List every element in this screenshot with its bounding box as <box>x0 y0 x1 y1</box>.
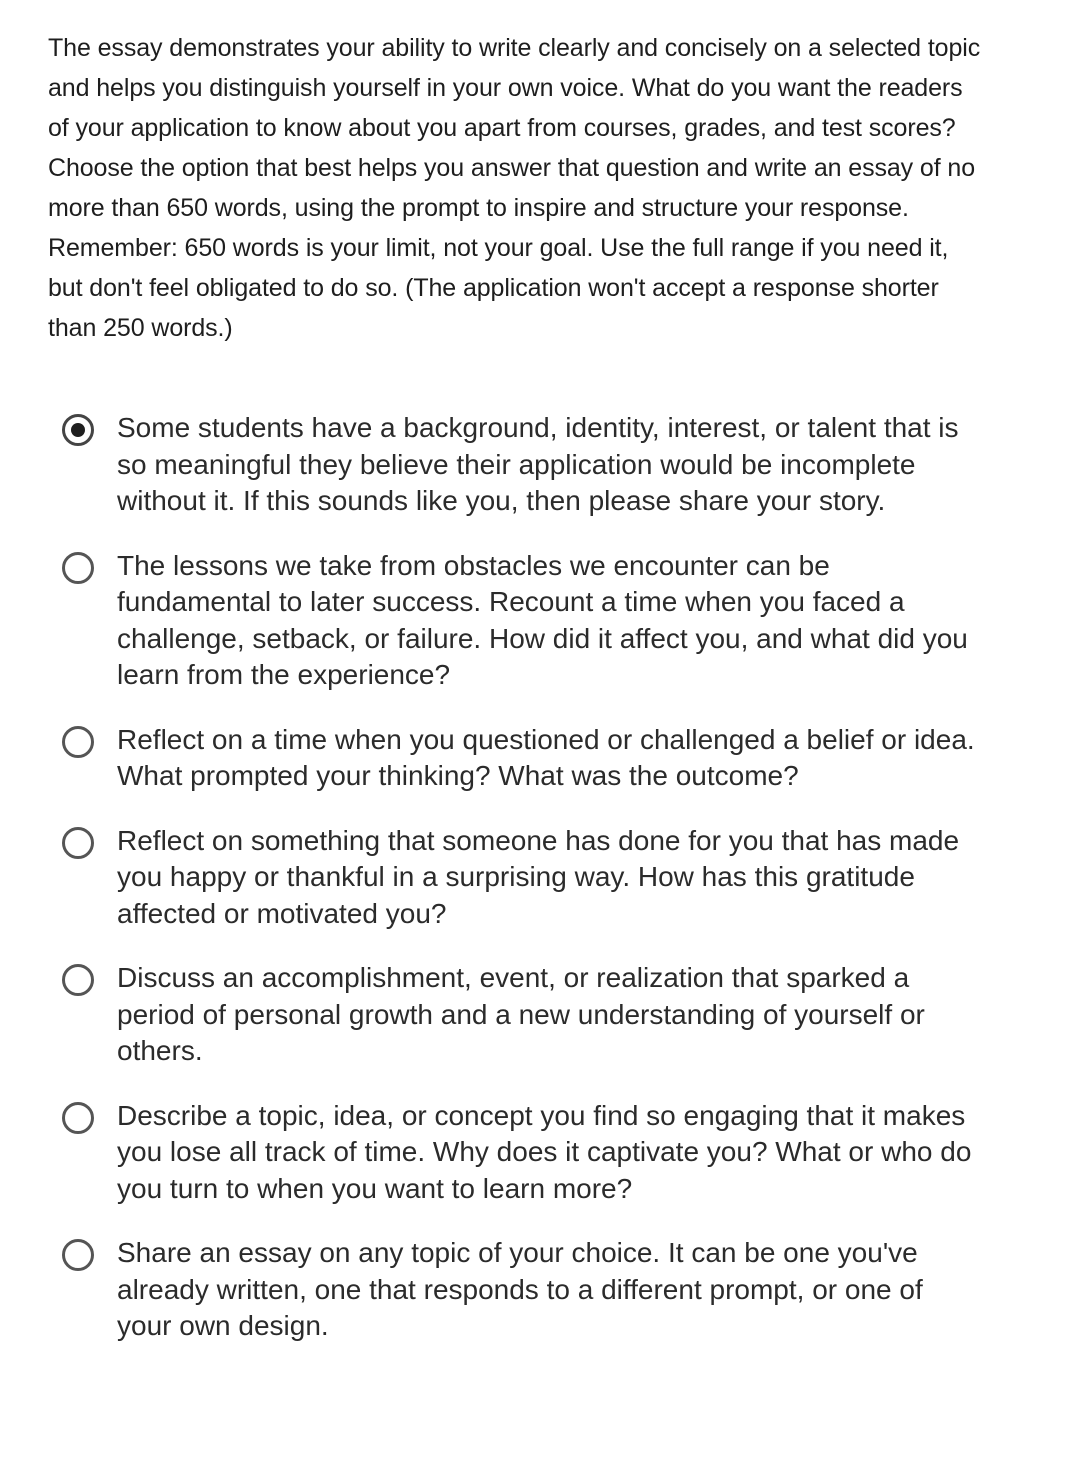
radio-button-icon[interactable] <box>62 726 94 758</box>
prompt-option-4[interactable] <box>62 823 1002 933</box>
prompt-option-label: Discuss an accomplishment, event, or realization that sparked a period of personal growth and a new understanding of yourself or others. <box>117 962 925 1066</box>
radio-button-icon[interactable] <box>62 1102 94 1134</box>
radio-button-selected-icon[interactable] <box>62 414 94 446</box>
radio-button-icon[interactable] <box>62 964 94 996</box>
prompt-option-label: The lessons we take from obstacles we encounter can be fundamental to later success. Recount a time when you faced a challenge, setback, or failure. How did it affect you, and what did you learn from the experience? <box>117 549 968 690</box>
essay-instructions: The essay demonstrates your ability to write clearly and concisely on a selected topic and helps you distinguish yourself in your own voice. What do you want the readers of your application to know about you apart from courses, grades, and test scores? Choose the option that best helps you answer that question and write an essay of no more than 650 words, using the prompt to inspire and structure your response. Remember: 650 words is your limit, not your goal. Use the full range if you need it, but don't feel obligated to do so. (The application won't accept a response shorter than 250 words.) <box>48 34 981 342</box>
prompt-option-label: Some students have a background, identity, interest, or talent that is so meaningful they believe their application would be incomplete without it. If this sounds like you, then please share your story. <box>117 412 959 516</box>
radio-button-icon[interactable] <box>62 552 94 584</box>
prompt-option-3[interactable] <box>62 722 1002 795</box>
prompt-option-7[interactable] <box>62 1235 1002 1345</box>
radio-button-icon[interactable] <box>62 1239 94 1271</box>
prompt-option-label: Reflect on a time when you questioned or challenged a belief or idea. What prompted your thinking? What was the outcome? <box>117 723 975 791</box>
prompt-option-2[interactable] <box>62 548 1002 694</box>
prompt-option-label: Share an essay on any topic of your choice. It can be one you've already written, one that responds to a different prompt, or one of your own design. <box>117 1237 923 1341</box>
prompt-option-6[interactable] <box>62 1098 1002 1208</box>
prompt-options-list <box>62 410 1002 1373</box>
prompt-option-1[interactable] <box>62 410 1002 520</box>
radio-button-icon[interactable] <box>62 827 94 859</box>
prompt-option-5[interactable] <box>62 960 1002 1070</box>
prompt-option-label: Describe a topic, idea, or concept you find so engaging that it makes you lose all track of time. Why does it captivate you? What or who do you turn to when you want to learn more? <box>117 1099 972 1204</box>
prompt-option-label: Reflect on something that someone has done for you that has made you happy or thankful in a surprising way. How has this gratitude affected or motivated you? <box>117 824 960 929</box>
